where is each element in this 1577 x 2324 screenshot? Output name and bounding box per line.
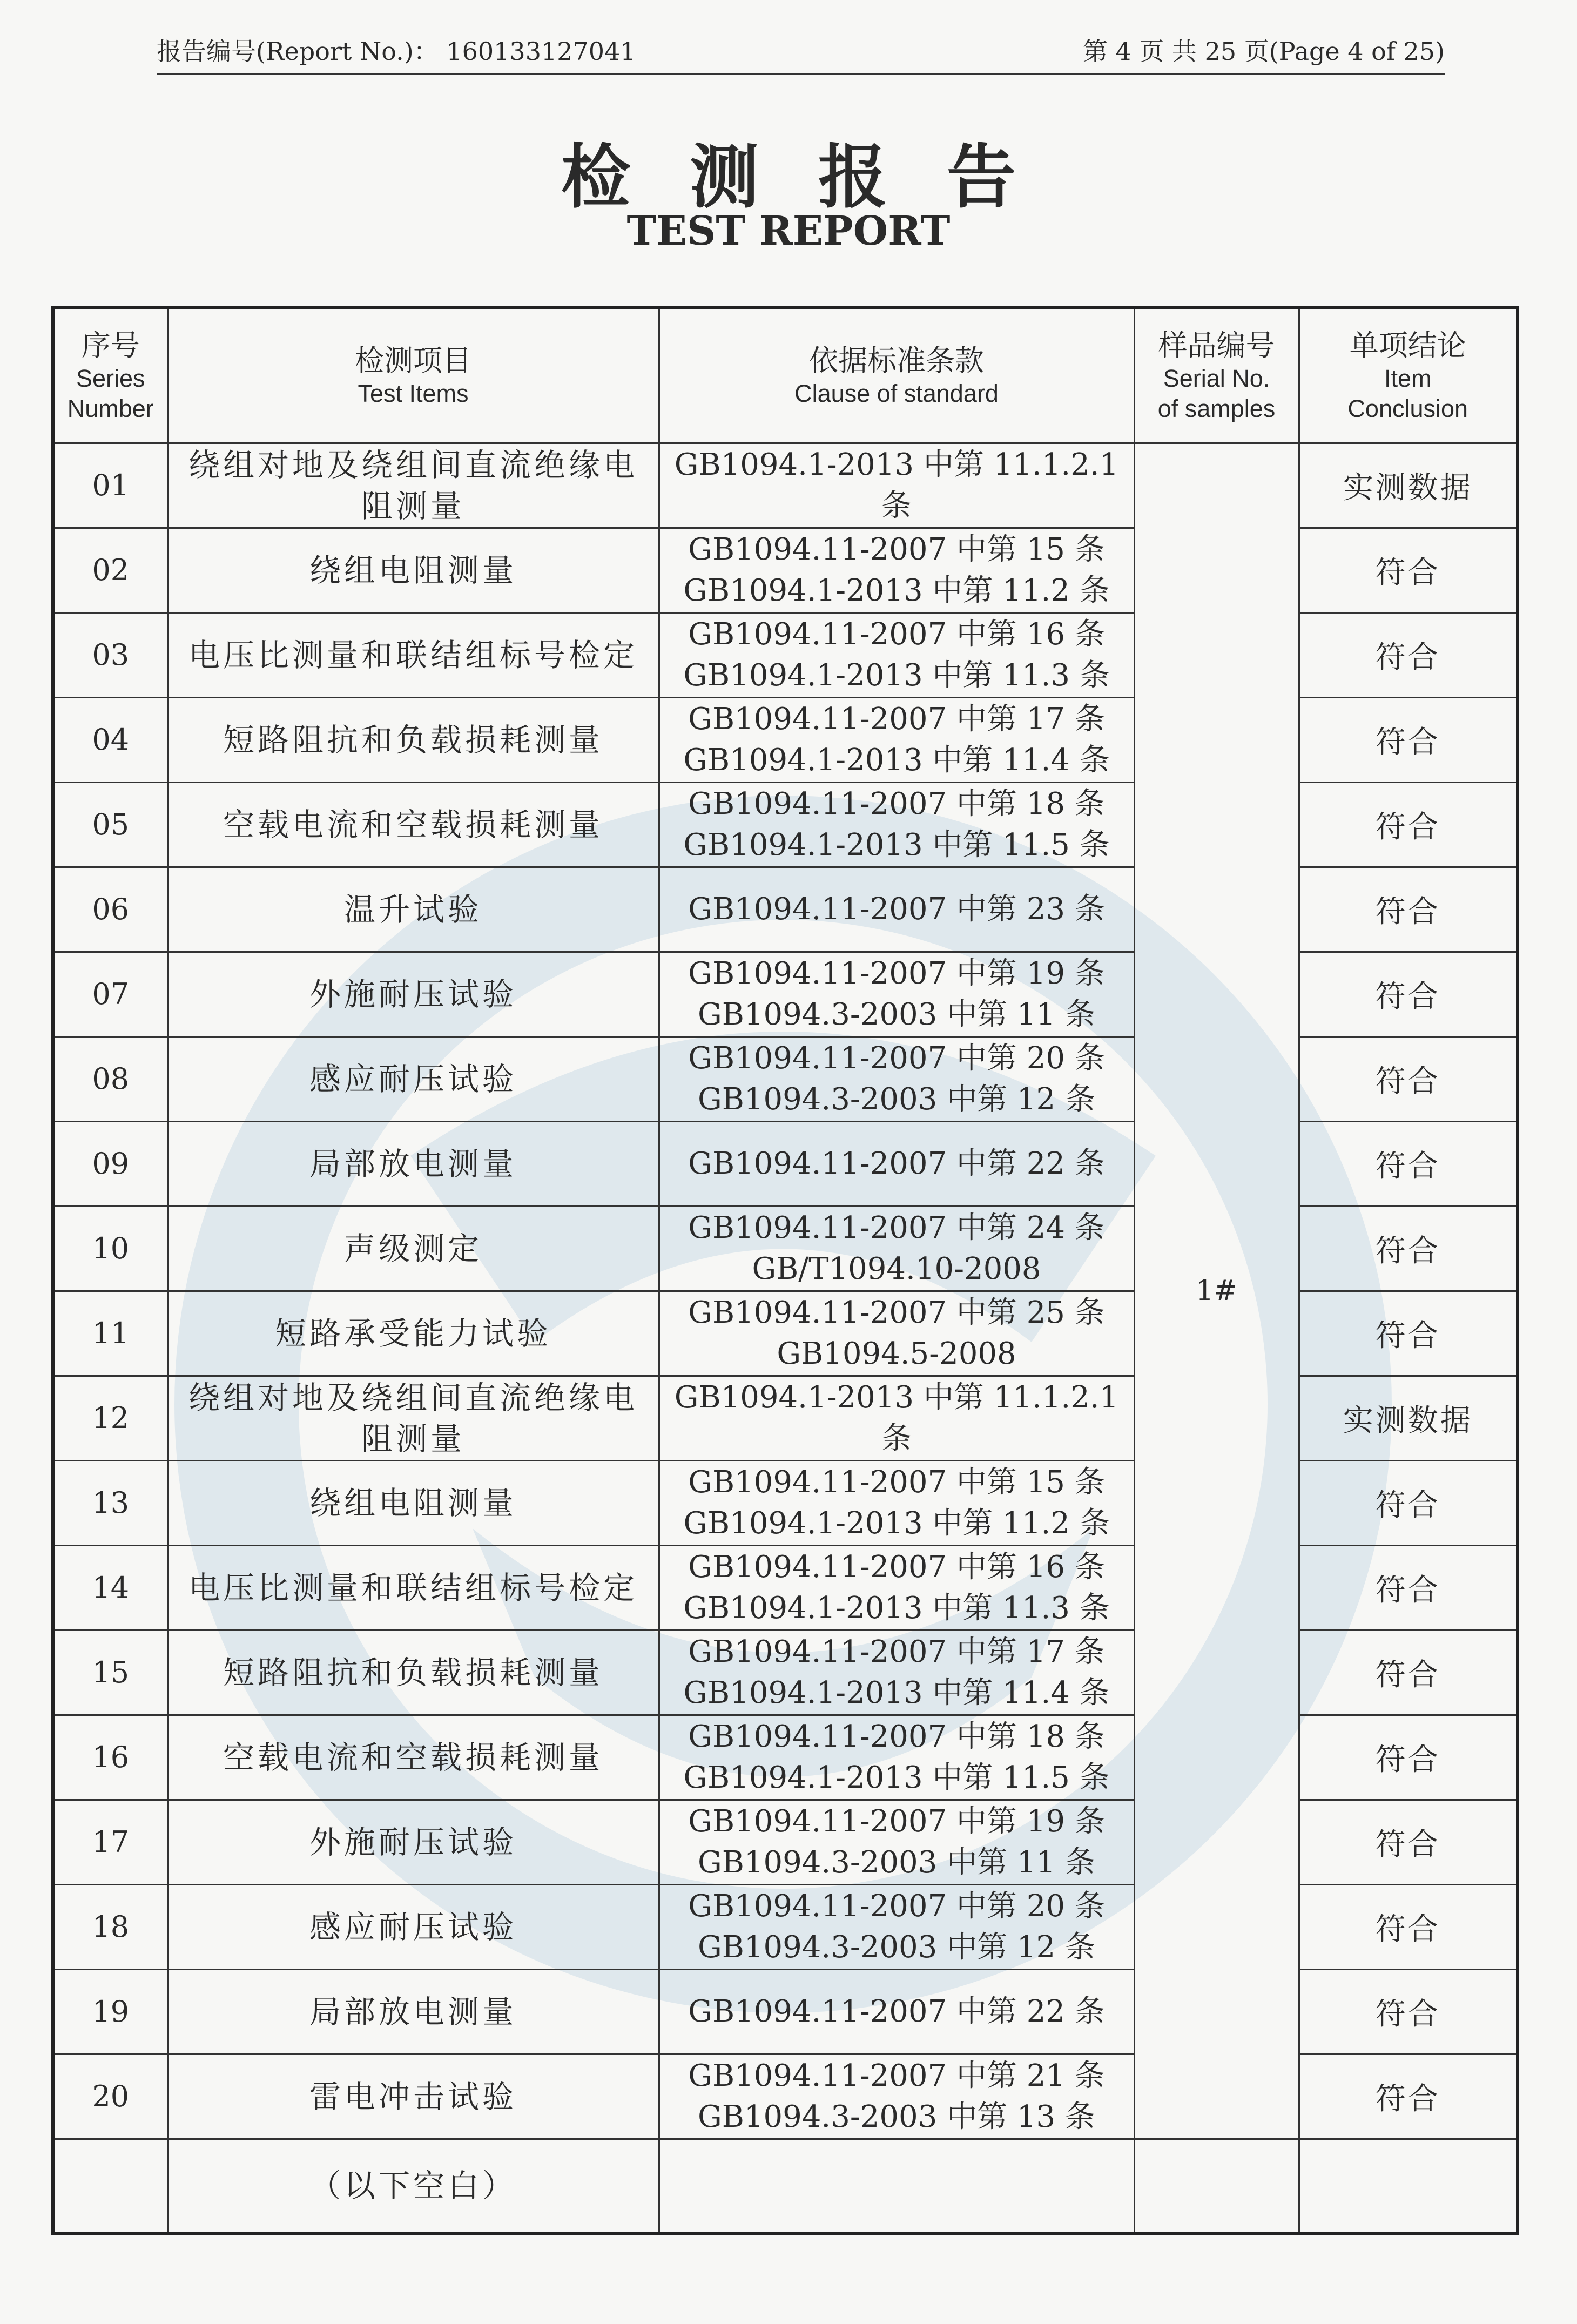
blank-note: （以下空白）: [167, 2139, 659, 2233]
empty-cell: [1299, 2139, 1518, 2233]
header-series-number: 序号 Series Number: [53, 308, 167, 443]
clause-line: GB1094.11-2007 中第 22 条: [688, 1993, 1105, 2029]
conclusion-cell: 符合: [1299, 1460, 1518, 1545]
clause-line: GB1094.3-2003 中第 12 条: [698, 1081, 1095, 1117]
clause-line: GB1094.11-2007 中第 21 条: [688, 2058, 1105, 2093]
clause-cell: [659, 952, 1134, 1036]
clause-line: GB1094.11-2007 中第 20 条: [688, 1040, 1105, 1076]
series-number-cell: 08: [53, 1036, 167, 1121]
conclusion-cell: 符合: [1299, 1969, 1518, 2054]
conclusion-cell: 实测数据: [1299, 443, 1518, 528]
series-number-cell: 06: [53, 867, 167, 952]
conclusion-cell: 符合: [1299, 1291, 1518, 1376]
page-indicator: 第 4 页 共 25 页(Page 4 of 25): [1082, 37, 1445, 66]
series-number-cell: 07: [53, 952, 167, 1036]
clause-cell: [659, 782, 1134, 867]
clause-line: GB1094.11-2007 中第 15 条: [688, 531, 1105, 567]
conclusion-cell: 符合: [1299, 1630, 1518, 1715]
series-number-cell: 13: [53, 1460, 167, 1545]
clause-line: GB1094.5-2008: [777, 1336, 1016, 1371]
clause-line: GB1094.11-2007 中第 16 条: [688, 1549, 1105, 1585]
series-number-cell: 18: [53, 1884, 167, 1969]
conclusion-cell: 符合: [1299, 697, 1518, 782]
clause-cell: [659, 1036, 1134, 1121]
clause-cell: [659, 1206, 1134, 1291]
series-number-cell: 19: [53, 1969, 167, 2054]
clause-line: GB1094.1-2013 中第 11.3 条: [683, 1590, 1110, 1626]
clause-cell: [659, 528, 1134, 612]
series-number-cell: 05: [53, 782, 167, 867]
clause-cell: [659, 1800, 1134, 1884]
clause-line: GB1094.3-2003 中第 11 条: [698, 996, 1095, 1032]
series-number-cell: 15: [53, 1630, 167, 1715]
header-conclusion: 单项结论 Item Conclusion: [1299, 308, 1518, 443]
series-number-cell: 17: [53, 1800, 167, 1884]
series-number-cell: 02: [53, 528, 167, 612]
conclusion-cell: 符合: [1299, 1545, 1518, 1630]
clause-line: GB1094.1-2013 中第 11.2 条: [683, 572, 1110, 608]
series-number-cell: 04: [53, 697, 167, 782]
test-item-cell: 感应耐压试验: [167, 1036, 659, 1121]
clause-cell: [659, 1630, 1134, 1715]
conclusion-cell: 符合: [1299, 1121, 1518, 1206]
report-title-cn: 检测报告: [561, 137, 1075, 218]
series-number-cell: 11: [53, 1291, 167, 1376]
conclusion-cell: 符合: [1299, 612, 1518, 697]
conclusion-cell: 符合: [1299, 1715, 1518, 1800]
header-clause: 依据标准条款 Clause of standard: [659, 308, 1134, 443]
series-number-cell: 03: [53, 612, 167, 697]
report-number: 报告编号(Report No.)： 160133127041: [157, 37, 636, 66]
clause-line: GB1094.11-2007 中第 20 条: [688, 1888, 1105, 1924]
clause-line: GB1094.11-2007 中第 17 条: [688, 701, 1105, 737]
sample-serial-cell: 1#: [1134, 443, 1299, 2139]
clause-line: GB1094.11-2007 中第 17 条: [688, 1634, 1105, 1669]
clause-line: GB1094.3-2003 中第 12 条: [698, 1929, 1095, 1965]
header-serial-no: 样品编号 Serial No. of samples: [1134, 308, 1299, 443]
clause-line: GB1094.1-2013 中第 11.3 条: [683, 657, 1110, 693]
test-item-cell: 短路承受能力试验: [167, 1291, 659, 1376]
empty-cell: [53, 2139, 167, 2233]
conclusion-cell: 符合: [1299, 2054, 1518, 2139]
clause-cell: [659, 1291, 1134, 1376]
clause-cell: [659, 443, 1134, 528]
table-header-row: [53, 308, 1518, 443]
test-item-cell: 雷电冲击试验: [167, 2054, 659, 2139]
clause-line: GB1094.1-2013 中第 11.1.2.1 条: [674, 447, 1119, 523]
clause-line: GB1094.11-2007 中第 19 条: [688, 955, 1105, 991]
conclusion-cell: 符合: [1299, 528, 1518, 612]
clause-line: GB1094.11-2007 中第 25 条: [688, 1295, 1105, 1330]
clause-cell: [659, 2054, 1134, 2139]
series-number-cell: 16: [53, 1715, 167, 1800]
clause-line: GB/T1094.10-2008: [752, 1251, 1041, 1286]
conclusion-cell: 符合: [1299, 952, 1518, 1036]
clause-cell: [659, 1884, 1134, 1969]
test-item-cell: 声级测定: [167, 1206, 659, 1291]
clause-cell: [659, 1121, 1134, 1206]
series-number-cell: 12: [53, 1376, 167, 1460]
test-items-table: [51, 306, 1519, 2235]
clause-cell: [659, 612, 1134, 697]
clause-line: GB1094.1-2013 中第 11.1.2.1 条: [674, 1379, 1119, 1456]
conclusion-cell: 符合: [1299, 1206, 1518, 1291]
series-number-cell: 01: [53, 443, 167, 528]
clause-cell: [659, 1376, 1134, 1460]
clause-cell: [659, 1460, 1134, 1545]
report-title-en: TEST REPORT: [626, 208, 951, 254]
series-number-cell: 09: [53, 1121, 167, 1206]
page-header: [157, 35, 1445, 75]
test-item-cell: 短路阻抗和负载损耗测量: [167, 1630, 659, 1715]
clause-line: GB1094.11-2007 中第 18 条: [688, 1719, 1105, 1754]
test-item-cell: 绕组电阻测量: [167, 1460, 659, 1545]
clause-line: GB1094.11-2007 中第 18 条: [688, 786, 1105, 821]
conclusion-cell: 符合: [1299, 782, 1518, 867]
test-item-cell: 局部放电测量: [167, 1121, 659, 1206]
test-item-cell: 短路阻抗和负载损耗测量: [167, 697, 659, 782]
empty-cell: [659, 2139, 1134, 2233]
clause-cell: [659, 867, 1134, 952]
conclusion-cell: 符合: [1299, 1036, 1518, 1121]
clause-line: GB1094.3-2003 中第 13 条: [698, 2099, 1095, 2134]
clause-line: GB1094.1-2013 中第 11.4 条: [683, 742, 1110, 778]
test-item-cell: 电压比测量和联结组标号检定: [167, 612, 659, 697]
test-item-cell: 空载电流和空载损耗测量: [167, 782, 659, 867]
clause-cell: [659, 697, 1134, 782]
test-item-cell: 绕组对地及绕组间直流绝缘电阻测量: [167, 443, 659, 528]
test-item-cell: 空载电流和空载损耗测量: [167, 1715, 659, 1800]
clause-line: GB1094.11-2007 中第 24 条: [688, 1210, 1105, 1245]
clause-cell: [659, 1969, 1134, 2054]
clause-line: GB1094.3-2003 中第 11 条: [698, 1844, 1095, 1880]
clause-line: GB1094.1-2013 中第 11.4 条: [683, 1675, 1110, 1710]
test-item-cell: 外施耐压试验: [167, 1800, 659, 1884]
clause-cell: [659, 1715, 1134, 1800]
header-test-items: 检测项目 Test Items: [167, 308, 659, 443]
test-item-cell: 温升试验: [167, 867, 659, 952]
series-number-cell: 14: [53, 1545, 167, 1630]
clause-line: GB1094.1-2013 中第 11.2 条: [683, 1505, 1110, 1541]
conclusion-cell: 符合: [1299, 1800, 1518, 1884]
clause-cell: [659, 1545, 1134, 1630]
blank-row: [53, 2139, 1518, 2233]
clause-line: GB1094.1-2013 中第 11.5 条: [683, 1760, 1110, 1795]
test-item-cell: 绕组对地及绕组间直流绝缘电阻测量: [167, 1376, 659, 1460]
conclusion-cell: 符合: [1299, 867, 1518, 952]
clause-line: GB1094.1-2013 中第 11.5 条: [683, 827, 1110, 863]
clause-line: GB1094.11-2007 中第 16 条: [688, 616, 1105, 652]
test-item-cell: 绕组电阻测量: [167, 528, 659, 612]
test-item-cell: 外施耐压试验: [167, 952, 659, 1036]
test-item-cell: 感应耐压试验: [167, 1884, 659, 1969]
clause-line: GB1094.11-2007 中第 19 条: [688, 1803, 1105, 1839]
test-item-cell: 电压比测量和联结组标号检定: [167, 1545, 659, 1630]
conclusion-cell: 符合: [1299, 1884, 1518, 1969]
conclusion-cell: 实测数据: [1299, 1376, 1518, 1460]
clause-line: GB1094.11-2007 中第 15 条: [688, 1464, 1105, 1500]
clause-line: GB1094.11-2007 中第 23 条: [688, 891, 1105, 927]
table-row: [53, 443, 1518, 528]
clause-line: GB1094.11-2007 中第 22 条: [688, 1146, 1105, 1181]
series-number-cell: 10: [53, 1206, 167, 1291]
test-item-cell: 局部放电测量: [167, 1969, 659, 2054]
empty-cell: [1134, 2139, 1299, 2233]
series-number-cell: 20: [53, 2054, 167, 2139]
